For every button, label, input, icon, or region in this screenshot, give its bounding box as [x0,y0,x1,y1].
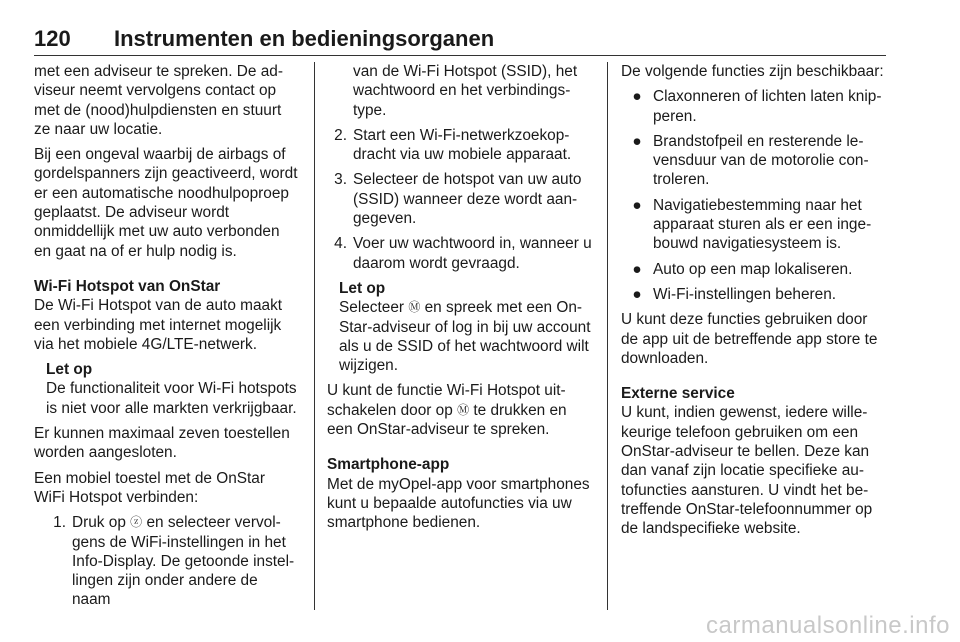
step-text: Start een Wi-Fi-netwerkzoekopdracht via uw mobiele apparaat. [353,126,572,164]
paragraph: Er kunnen maximaal zeven toestellen worden aangesloten. [34,425,290,462]
column-divider-2 [607,62,608,610]
paragraph [327,381,593,439]
watermark: carmanualsonline.info [706,612,950,639]
note-heading: Let op [46,361,93,379]
bullet-item [621,132,887,190]
page-header [34,26,886,54]
paragraph: Bij een ongeval waarbij de airbags of gordelspanners zijn geactiveerd, wordt er een automatische noodhulpoproep geplaatst. De adviseur wordt onmiddellijk met uw auto verbonden en gaat na of er hulp nodig is. [34,146,298,260]
onstar-button-icon: Ⓜ [408,300,421,315]
note-heading: Let op [339,279,386,297]
bullet-text: Wi-Fi-instellingen beheren. [653,285,837,303]
bullet-text: Auto op een map lokaliseren. [653,260,853,278]
paragraph-text: te drukken en een OnStar-adviseur te spreken. [327,401,567,439]
note-box [46,360,300,418]
column-2 [327,62,593,539]
bullet-icon: ● [632,196,642,214]
column-1 [34,62,300,616]
section-heading-wifi: Wi-Fi Hotspot van OnStar [34,277,221,295]
note-box [339,279,593,375]
bullet-icon: ● [632,132,642,150]
bullet-text: Brandstofpeil en resterende levensduur van de motorolie controleren. [653,132,869,189]
paragraph: U kunt, indien gewenst, iedere willekeurige telefoon gebruiken om een OnStar-adviseur te bellen. Deze kan dan vanaf zijn locatie specifieke autofuncties aansturen. U vindt het betreffende OnStar-telefoonnummer op de landspecifieke website. [621,404,873,538]
header-rule [34,55,886,56]
bullet-text: Claxonneren of lichten laten knipperen. [653,88,882,125]
bullet-item [621,285,887,304]
bullet-icon: ● [632,285,642,303]
paragraph: U kunt deze functies gebruiken door de app uit de betreffende app store te downloaden. [621,311,878,367]
list-item [327,170,593,228]
list-number: 3. [334,171,347,189]
bullet-text: Navigatiebestemming naar het apparaat sturen als er een ingebouwd navigatiesysteem is. [653,196,872,253]
paragraph: Een mobiel toestel met de OnStar WiFi Hotspot verbinden: [34,469,265,506]
list-item [327,126,593,165]
section-heading-app: Smartphone-app [327,456,450,474]
note-text: Selecteer [339,299,405,317]
paragraph-text: U kunt de functie Wi-Fi Hotspot uitschakelen door op [327,382,566,419]
paragraph: met een adviseur te spreken. De adviseur neemt vervolgens contact op met de (nood)hulpdiensten en stuurt ze naar uw locatie. [34,63,283,138]
bullet-item [621,196,887,254]
chapter-title: Instrumenten en bedieningsorganen [114,26,495,51]
list-number: 2. [334,126,347,144]
step-text: Voer uw wachtwoord in, wanneer u daarom wordt gevraagd. [353,235,592,272]
list-item [327,234,593,273]
section-heading-external: Externe service [621,385,735,403]
column-divider-1 [314,62,315,610]
bullet-icon: ● [632,260,642,278]
step-text: Druk op [72,514,126,532]
bullet-item [621,87,887,126]
note-text: De functionaliteit voor Wi-Fi hotspots is niet voor alle markten verkrijgbaar. [46,380,297,417]
paragraph: Met de myOpel-app voor smartphones kunt u bepaalde autofuncties via uw smartphone bedienen. [327,475,590,532]
list-number: 4. [334,235,347,253]
list-continuation: van de Wi-Fi Hotspot (SSID), het wachtwoord en het verbindingstype. [353,63,578,119]
paragraph: De Wi-Fi Hotspot van de auto maakt een verbinding met internet mogelijk via het mobiele 4G/LTE-netwerk. [34,297,283,353]
bullet-item [621,260,887,279]
list-item [46,513,300,609]
onstar-button-icon: Ⓜ [457,402,470,417]
step-text: Selecteer de hotspot van uw auto (SSID) wanneer deze wordt aangegeven. [353,171,582,228]
step-text: en selecteer vervolgens de WiFi-instellingen in het Info-Display. De getoonde instellingen zijn onder andere de naam [72,514,295,609]
page-number: 120 [34,26,71,51]
paragraph: De volgende functies zijn beschikbaar: [621,63,884,80]
column-3 [621,62,887,545]
list-number: 1. [53,514,66,532]
note-text: en spreek met een OnStar-adviseur of log in bij uw account als u de SSID of het wachtwoord wilt wijzigen. [339,299,591,375]
bullet-icon: ● [632,88,642,106]
settings-button-icon: ⓩ [130,515,143,530]
